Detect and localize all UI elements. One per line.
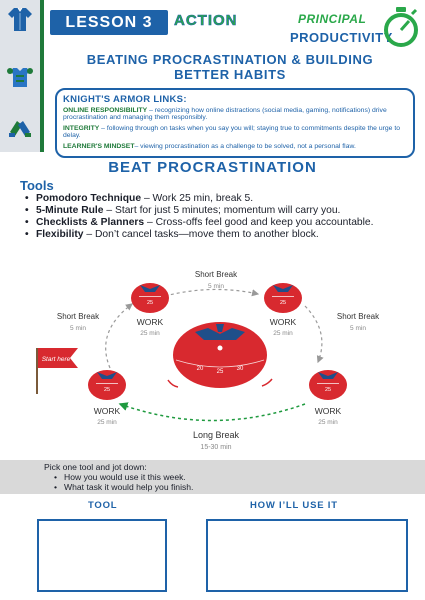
page-title-line-2: BETTER HABITS [174,67,286,82]
tomato-number: 25 [279,300,287,306]
tomato-timer-icon [131,283,169,313]
tomato-timer-icon [309,370,347,400]
tool-item [24,193,414,205]
lesson-badge: LESSON 3 [50,10,168,35]
armor-item-integrity [63,125,407,140]
armor-item-online-responsibility [63,107,407,122]
label-work-minutes: 25 min [140,330,160,337]
armor-item-learners-mindset [63,143,407,150]
tool-name: 5-Minute Rule [36,205,104,216]
tool-desc: – Start for just 5 minutes; momentum will carry you. [103,205,341,216]
label-short-break: Short Break [336,312,380,321]
section-title: BEAT PROCRASTINATION [108,159,317,176]
tomato-timer-icon [88,370,126,400]
label-work-minutes: 25 min [273,330,293,337]
logo-text-bottom: PRODUCTIVITY [290,30,393,45]
tool-desc: – Don’t cancel tasks—move them to another block. [83,229,319,240]
label-work: WORK [136,317,164,327]
prompt-item: • What task it would help you finish. [54,482,381,492]
prompt-intro: Pick one tool and jot down: [44,462,147,472]
label-short-minutes: 5 min [350,325,366,332]
tool-name: Pomodoro Technique [36,193,142,204]
armor-item-text: – viewing procrastination as a challenge to be solved, not a personal flaw. [134,142,356,150]
long-break-arrow [120,404,305,421]
armor-item-text: – following through on tasks when you say you will; staying true to commitments despite the urge to delay. [63,124,400,140]
tomato-timer-large-icon [168,322,272,388]
label-long-break: Long Break [192,430,240,440]
flag-label: Start here [41,356,71,363]
how-answer-box[interactable] [206,519,408,592]
armor-item-key: LEARNER'S MINDSET [63,142,135,150]
sidebar-accent-line [40,0,44,152]
label-work-minutes: 25 min [318,419,338,426]
label-work: WORK [314,406,342,416]
tool-answer-box[interactable] [37,519,167,592]
label-long-minutes: 15-30 min [200,444,232,451]
label-work: WORK [93,406,121,416]
cycle-arrow [165,289,258,296]
how-column-heading: HOW I’LL USE IT [250,500,338,511]
prompt-list [54,472,381,492]
tool-desc: – Work 25 min, break 5. [141,193,254,204]
start-flag-icon [36,348,78,394]
tomato-timer-icon [264,283,302,313]
sidebar [0,0,40,152]
label-work-minutes: 25 min [97,419,117,426]
tool-item [24,205,414,217]
tool-column-heading: TOOL [88,500,118,511]
armor-links-title: KNIGHT'S ARMOR LINKS: [63,94,187,105]
cycle-arrow [106,304,132,368]
timer-mark: 30 [236,366,244,372]
prompt-item: • How you would use it this week. [54,472,381,482]
tomato-number: 25 [146,300,154,306]
timer-mark: 25 [216,369,224,375]
pomodoro-cycle-diagram [0,262,425,460]
label-short-break: Short Break [56,312,100,321]
armor-item-key: ONLINE RESPONSIBILITY [63,107,148,114]
tools-list [24,193,414,241]
tool-name: Checklists & Planners [36,217,145,228]
timer-mark: 20 [196,366,204,372]
label-short-minutes: 5 min [70,325,86,332]
tools-heading: Tools [20,178,54,193]
tool-name: Flexibility [36,229,84,240]
tunic-icon [5,4,35,34]
gauntlets-icon [5,112,35,142]
activity-prompt [0,460,425,494]
tool-desc: – Cross-offs feel good and keep you accountable. [144,217,374,228]
tomato-number: 25 [324,387,332,393]
tool-item [24,229,414,241]
label-short-minutes: 5 min [208,283,224,290]
armor-item-key: INTEGRITY [63,124,100,132]
page-title-line-1: BEATING PROCRASTINATION & BUILDING [86,52,374,67]
armor-icon [5,62,35,92]
page-title [60,52,400,82]
logo-text-top: PRINCIPAL [298,12,367,26]
label-work: WORK [269,317,297,327]
tomato-number: 25 [103,387,111,393]
tool-item [24,217,414,229]
armor-item-text: – recognizing how online distractions (social media, gaming, notifications) drive procrastination and managing them responsibly. [63,107,387,122]
armor-links-box [55,88,415,158]
cycle-arrow [305,306,322,362]
stopwatch-icon [382,6,420,52]
lesson-tag: ACTION [174,12,238,29]
label-short-break: Short Break [194,270,238,279]
